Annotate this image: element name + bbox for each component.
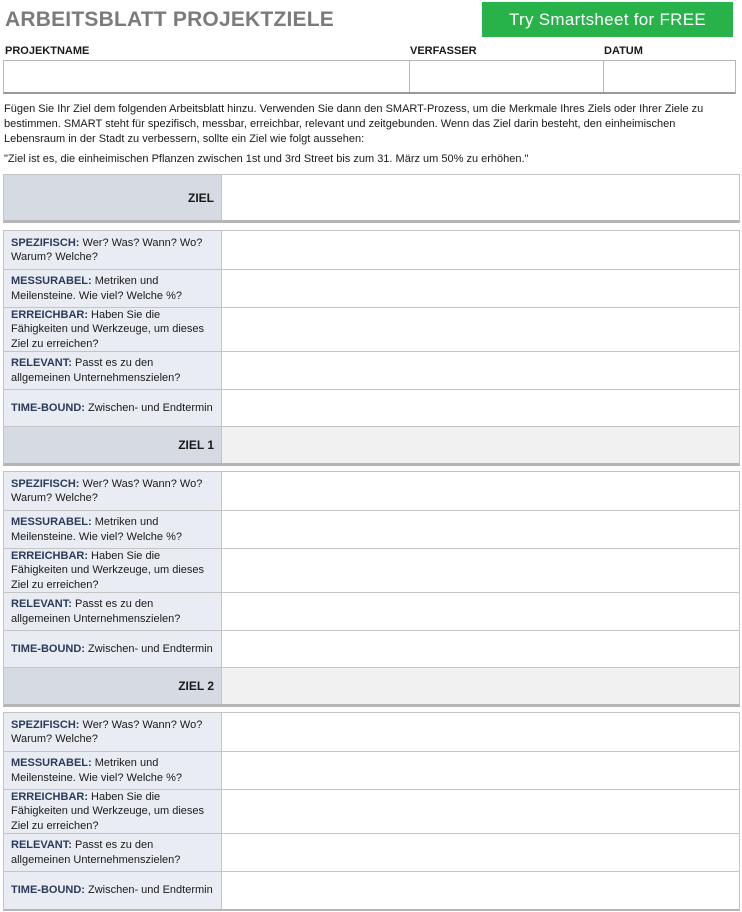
smart-row-input[interactable] xyxy=(222,593,739,630)
smart-row-specific xyxy=(4,713,739,751)
criterion-key: ERREICHBAR: xyxy=(11,790,88,803)
criterion-key: SPEZIFISCH: xyxy=(11,718,80,731)
criterion-key: RELEVANT: xyxy=(11,598,72,610)
smart-row-input[interactable] xyxy=(222,308,739,351)
smart-row-input[interactable] xyxy=(222,549,739,592)
goal-label: ZIEL 2 xyxy=(4,668,222,704)
goal-input[interactable] xyxy=(222,175,739,220)
smart-row-label xyxy=(4,752,222,789)
criterion-text: Passt es zu den allgemeinen Unternehmenszielen? xyxy=(11,839,181,866)
criterion-key: SPEZIFISCH: xyxy=(11,477,80,490)
smart-row-label xyxy=(4,593,222,630)
goal-2-header-row xyxy=(3,667,740,707)
smart-row-input[interactable] xyxy=(222,231,739,269)
criterion-key: MESSURABEL: xyxy=(11,516,92,528)
smart-row-input[interactable] xyxy=(222,352,739,389)
smart-row-input[interactable] xyxy=(222,752,739,789)
smart-row-time-bound xyxy=(4,630,739,668)
smart-row-specific xyxy=(4,472,739,510)
smart-row-label xyxy=(4,549,222,592)
example-goal-text: "Ziel ist es, die einheimischen Pflanzen zwischen 1st und 3rd Street bis zum 31. März um 50% zu erhöhen." xyxy=(4,153,529,165)
smart-row-input[interactable] xyxy=(222,713,739,751)
smart-row-label xyxy=(4,270,222,307)
smart-row-label xyxy=(4,472,222,510)
goal-input[interactable] xyxy=(222,427,739,463)
criterion-key: TIME-BOUND: xyxy=(11,643,85,656)
criterion-text: Zwischen- und Endtermin xyxy=(84,884,213,897)
smart-row-relevant xyxy=(4,592,739,630)
criterion-text: Haben Sie die Fähigkeiten und Werkzeuge, um dieses Ziel zu erreichen? xyxy=(11,790,205,832)
smart-row-label xyxy=(4,631,222,668)
smart-row-input[interactable] xyxy=(222,872,739,909)
smart-row-input[interactable] xyxy=(222,631,739,668)
intro-text: Fügen Sie Ihr Ziel dem folgenden Arbeitsblatt hinzu. Verwenden Sie dann den SMART-Prozess, um die Merkmale Ihres Ziels oder Ihrer Ziele zu bestimmen. SMART steht für spezifisch, messbar, erreichbar, relevant und zeitgebunden. Wenn das Ziel darin besteht, den einheimischen Lebensraum in der Stadt zu verbessern, sollte ein Ziel wie folgt aussehen: xyxy=(4,103,704,145)
smart-row-input[interactable] xyxy=(222,511,739,548)
smart-row-specific xyxy=(4,231,739,269)
author-field[interactable] xyxy=(410,61,604,92)
criterion-key: ERREICHBAR: xyxy=(11,308,88,321)
smart-row-time-bound xyxy=(4,389,739,427)
smart-row-label xyxy=(4,511,222,548)
smart-row-relevant xyxy=(4,833,739,871)
try-smartsheet-button[interactable]: Try Smartsheet for FREE xyxy=(482,2,733,37)
criterion-text: Metriken und Meilensteine. Wie viel? Welche %? xyxy=(11,275,182,302)
project-name-header: PROJEKTNAME xyxy=(5,45,90,57)
smart-row-label xyxy=(4,790,222,833)
smart-row-label xyxy=(4,352,222,389)
smart-row-input[interactable] xyxy=(222,834,739,871)
criterion-text: Wer? Was? Wann? Wo? Warum? Welche? xyxy=(11,477,203,504)
goal-1-header-row xyxy=(3,426,740,466)
criterion-key: RELEVANT: xyxy=(11,839,72,851)
criterion-key: ERREICHBAR: xyxy=(11,549,88,562)
project-info-box xyxy=(3,60,736,94)
criterion-key: TIME-BOUND: xyxy=(11,884,85,897)
criterion-text: Wer? Was? Wann? Wo? Warum? Welche? xyxy=(11,236,203,263)
criterion-text: Wer? Was? Wann? Wo? Warum? Welche? xyxy=(11,718,203,745)
smart-row-label xyxy=(4,308,222,351)
smart-row-label xyxy=(4,834,222,871)
date-field[interactable] xyxy=(604,61,735,92)
goal-label: ZIEL xyxy=(4,175,222,220)
smart-row-input[interactable] xyxy=(222,790,739,833)
page-title: ARBEITSBLATT PROJEKTZIELE xyxy=(5,8,334,31)
criterion-key: MESSURABEL: xyxy=(11,275,92,287)
smart-row-measurable xyxy=(4,510,739,548)
criterion-text: Passt es zu den allgemeinen Unternehmenszielen? xyxy=(11,357,181,384)
author-header: VERFASSER xyxy=(410,45,477,57)
smart-row-measurable xyxy=(4,751,739,789)
criterion-text: Zwischen- und Endtermin xyxy=(84,643,213,656)
smart-row-measurable xyxy=(4,269,739,307)
smart-row-label xyxy=(4,872,222,909)
smart-row-input[interactable] xyxy=(222,472,739,510)
goal-label: ZIEL 1 xyxy=(4,427,222,463)
project-name-field[interactable] xyxy=(4,61,410,92)
smart-row-input[interactable] xyxy=(222,270,739,307)
criterion-text: Passt es zu den allgemeinen Unternehmenszielen? xyxy=(11,598,181,625)
smart-row-label xyxy=(4,231,222,269)
goal-header-row xyxy=(3,174,740,223)
criterion-key: TIME-BOUND: xyxy=(11,402,85,415)
date-header: DATUM xyxy=(604,45,643,57)
smart-row-achievable xyxy=(4,548,739,592)
criterion-key: MESSURABEL: xyxy=(11,757,92,769)
criterion-text: Metriken und Meilensteine. Wie viel? Welche %? xyxy=(11,757,182,784)
criterion-text: Zwischen- und Endtermin xyxy=(84,402,213,415)
smart-table xyxy=(3,471,740,670)
smart-table xyxy=(3,712,740,911)
smart-row-time-bound xyxy=(4,871,739,909)
criterion-text: Metriken und Meilensteine. Wie viel? Welche %? xyxy=(11,516,182,543)
smart-row-label xyxy=(4,390,222,427)
smart-row-label xyxy=(4,713,222,751)
criterion-key: SPEZIFISCH: xyxy=(11,236,80,249)
smart-row-achievable xyxy=(4,789,739,833)
smart-row-achievable xyxy=(4,307,739,351)
criterion-text: Haben Sie die Fähigkeiten und Werkzeuge, um dieses Ziel zu erreichen? xyxy=(11,308,205,350)
smart-table xyxy=(3,230,740,429)
smart-row-input[interactable] xyxy=(222,390,739,427)
criterion-key: RELEVANT: xyxy=(11,357,72,369)
smart-row-relevant xyxy=(4,351,739,389)
goal-input[interactable] xyxy=(222,668,739,704)
criterion-text: Haben Sie die Fähigkeiten und Werkzeuge, um dieses Ziel zu erreichen? xyxy=(11,549,205,591)
